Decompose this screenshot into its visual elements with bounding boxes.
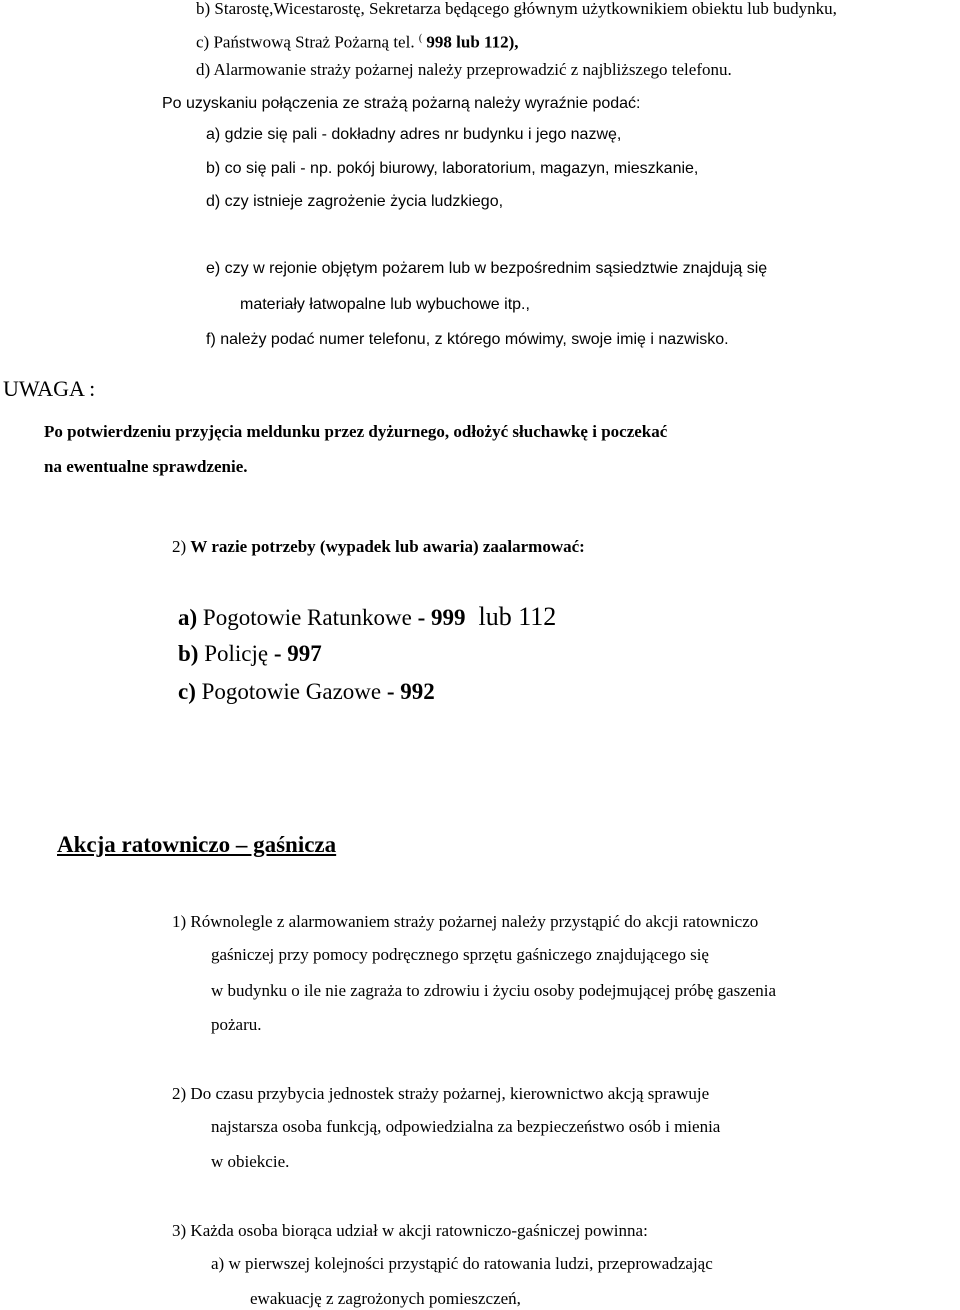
- service-ambulance: [178, 602, 556, 633]
- section2-title: W razie potrzeby (wypadek lub awaria) zaalarmować:: [190, 537, 585, 556]
- rescue-p3-line3: ewakuację z zagrożonych pomieszczeń,: [250, 1289, 521, 1308]
- service-name: Pogotowie Ratunkowe: [197, 605, 418, 630]
- section2-heading: [172, 536, 585, 558]
- warning-label: UWAGA :: [3, 376, 96, 401]
- rescue-p3-line1: 3) Każda osoba biorąca udział w akcji ratowniczo-gaśniczej powinna:: [172, 1221, 648, 1240]
- service-letter: a): [178, 605, 198, 630]
- service-number: - 999: [417, 605, 466, 630]
- rescue-p2-line2: najstarsza osoba funkcją, odpowiedzialna za bezpieczeństwo osób i mienia: [211, 1117, 721, 1136]
- rescue-heading: Akcja ratowniczo – gaśnicza: [57, 832, 337, 857]
- alarm-item-d: d) Alarmowanie straży pożarnej należy przeprowadzić z najbliższego telefonu.: [196, 60, 732, 79]
- alarm-item-c-mark: (: [418, 33, 423, 44]
- section2-number: 2): [172, 537, 191, 556]
- service-gas: [178, 677, 435, 707]
- rescue-p1-line3: w budynku o ile nie zagraża to zdrowiu i życiu osoby podejmującej próbę gaszenia: [211, 981, 777, 1000]
- report-item-f: f) należy podać numer telefonu, z którego mówimy, swoje imię i nazwisko.: [206, 331, 729, 348]
- service-name: Pogotowie Gazowe: [195, 679, 387, 704]
- rescue-p1-line2: gaśniczej przy pomocy podręcznego sprzętu gaśniczego znajdującego się: [211, 945, 709, 964]
- alarm-item-c: [196, 28, 519, 54]
- report-item-b: b) co się pali - np. pokój biurowy, laboratorium, magazyn, mieszkanie,: [206, 160, 699, 177]
- rescue-p2-line1: 2) Do czasu przybycia jednostek straży pożarnej, kierownictwo akcją sprawuje: [172, 1084, 710, 1103]
- report-item-e: e) czy w rejonie objętym pożarem lub w bezpośrednim sąsiedztwie znajdują się: [206, 260, 768, 277]
- service-name: Policję: [198, 641, 274, 666]
- warning-text-line2: na ewentualne sprawdzenie.: [44, 457, 248, 476]
- rescue-p1-line4: pożaru.: [211, 1015, 262, 1034]
- service-letter: c): [178, 679, 196, 704]
- service-extra: lub 112: [478, 602, 557, 631]
- report-item-a: a) gdzie się pali - dokładny adres nr budynku i jego nazwę,: [206, 126, 622, 143]
- alarm-item-c-number: 998 lub 112),: [422, 32, 519, 52]
- rescue-p2-line3: w obiekcie.: [211, 1152, 290, 1171]
- alarm-item-b: b) Starostę,Wicestarostę, Sekretarza będącego głównym użytkownikiem obiektu lub budynku,: [196, 0, 837, 18]
- alarm-item-c-text: c) Państwową Straż Pożarną tel.: [196, 32, 419, 52]
- service-letter: b): [178, 641, 199, 666]
- rescue-p1-line1: 1) Równolegle z alarmowaniem straży pożarnej należy przystąpić do akcji ratowniczo: [172, 912, 759, 931]
- report-intro: Po uzyskaniu połączenia ze strażą pożarną należy wyraźnie podać:: [162, 95, 641, 112]
- service-number: - 997: [273, 641, 322, 666]
- service-police: [178, 639, 322, 669]
- service-number: - 992: [386, 679, 435, 704]
- report-item-d: d) czy istnieje zagrożenie życia ludzkiego,: [206, 193, 504, 210]
- report-item-e-cont: materiały łatwopalne lub wybuchowe itp.,: [240, 296, 530, 313]
- warning-text-line1: Po potwierdzeniu przyjęcia meldunku przez dyżurnego, odłożyć słuchawkę i poczekać: [44, 422, 668, 441]
- rescue-p3-line2: a) w pierwszej kolejności przystąpić do ratowania ludzi, przeprowadzając: [211, 1254, 713, 1273]
